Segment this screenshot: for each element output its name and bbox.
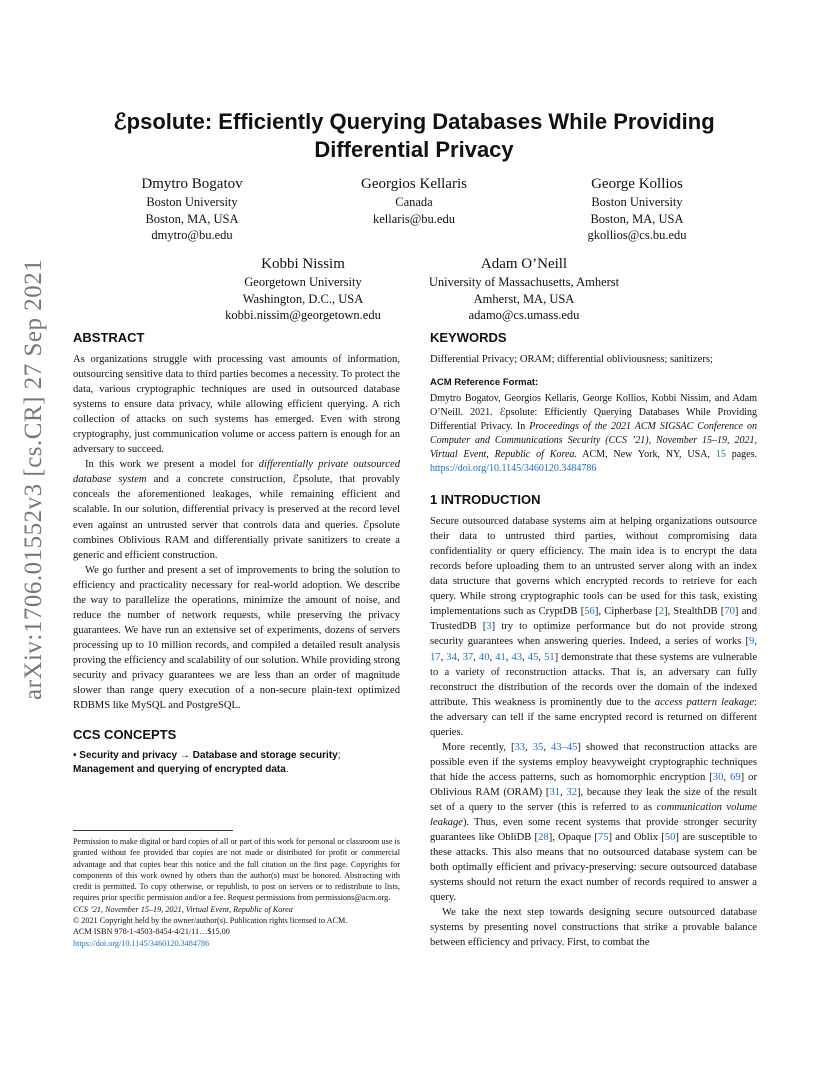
author-block-3: [517, 174, 757, 244]
citation-link[interactable]: 56: [584, 606, 595, 618]
author-name: Kobbi Nissim: [261, 256, 345, 272]
author-affiliation: Canada: [395, 195, 433, 209]
citation-link[interactable]: 75: [597, 832, 609, 844]
abstract-paragraph-2: [73, 457, 400, 562]
citation-link[interactable]: 30: [712, 771, 724, 783]
citation-link[interactable]: 9: [749, 636, 755, 648]
reference-authors: Dmytro Bogatov, Georgios Kellaris, George Kollios, Kobbi Nissim, and Adam O’Neill. 2021. ℰpsolute: Efficiently Querying Databases While Providing Differential Privacy. In: [430, 393, 757, 433]
reference-pages-suffix: pages.: [725, 449, 758, 461]
citation-link[interactable]: 35: [532, 741, 544, 753]
citation-link[interactable]: 34: [446, 651, 457, 663]
introduction-heading: 1 INTRODUCTION: [430, 492, 541, 508]
reference-publisher: ACM, New York, NY, USA,: [576, 449, 716, 461]
abstract-paragraph-1: As organizations struggle with processing vast amounts of information, outsourcing sensitive data to third parties becomes a necessity. To protect the data, various cryptographic techniques are used in outsourced database systems to ensure data privacy, while allowing efficient querying. A rich collection of attacks on such systems has emerged. Even with strong cryptography, just communication volume or access pattern is enough for an adversary to succeed.: [73, 354, 400, 456]
author-name: Georgios Kellaris: [361, 176, 467, 192]
author-block-4: [183, 254, 423, 324]
reference-format: [430, 392, 757, 476]
reference-pages-link[interactable]: 15: [715, 449, 726, 461]
citation-link[interactable]: 32: [566, 786, 577, 798]
left-column: [73, 330, 400, 777]
author-email: kobbi.nissim@georgetown.edu: [225, 308, 381, 322]
ccs-concept-primary: • Security and privacy → Database and storage security: [73, 750, 338, 762]
isbn-line: ACM ISBN 978-1-4503-8454-4/21/11…$15.00: [73, 927, 230, 937]
author-location: Boston, MA, USA: [145, 211, 239, 226]
emphasis-text: communication volume leakage: [430, 801, 757, 829]
author-affiliation: Georgetown University: [244, 275, 362, 289]
citation-link[interactable]: 45: [527, 651, 539, 663]
reference-heading: ACM Reference Format:: [430, 377, 539, 389]
intro-paragraph-2: More recently, [33, 35, 43–45] showed that reconstruction attacks are possible even if the systems employ heavyweight cryptographic techniques that hide the access patterns, such as homomorphic encryption [30, 69] or Oblivious RAM (ORAM) [31, 32], because they leak the size of the result set of a query to the server (this is referred to as communication volume leakage). Thus, even some recent systems that provide stronger security guarantees like ObliDB [28], Opaque [75] and Oblix [50] are susceptible to these attacks. This also means that no outsourced database system can be both optimally efficient and privacy-preserving: secure outsourced database systems should not return the exact number of records required to answer a query.: [430, 741, 758, 904]
author-email: dmytro@bu.edu: [151, 228, 233, 242]
citation-link[interactable]: 43: [511, 651, 523, 663]
citation-link[interactable]: 43–45: [550, 741, 578, 753]
citation-link[interactable]: 28: [538, 832, 549, 844]
title-line-2: Differential Privacy: [314, 137, 514, 162]
citation-link[interactable]: 69: [730, 771, 741, 783]
author-email: adamo@cs.umass.edu: [468, 308, 580, 322]
citation-link[interactable]: 2: [658, 606, 664, 618]
author-email: gkollios@cs.bu.edu: [587, 228, 687, 242]
doi-line: [73, 938, 400, 949]
citation-link[interactable]: 70: [724, 606, 735, 618]
author-affiliation: Boston University: [146, 195, 238, 209]
author-location: Boston, MA, USA: [590, 211, 684, 226]
ccs-heading: CCS CONCEPTS: [73, 727, 177, 743]
emphasis-text: access pattern leakage: [654, 696, 755, 708]
venue-line: [73, 904, 400, 915]
author-name: George Kollios: [591, 176, 683, 192]
right-column: [430, 330, 757, 950]
title-line-1: ℰpsolute: Efficiently Querying Databases While Providing: [113, 109, 715, 134]
citation-link[interactable]: 31: [549, 786, 561, 798]
keywords-text: Differential Privacy; ORAM; differential obliviousness; sanitizers;: [430, 354, 713, 365]
author-name: Dmytro Bogatov: [141, 176, 243, 192]
citation-link[interactable]: 50: [664, 832, 676, 844]
author-location: Washington, D.C., USA: [242, 291, 364, 306]
author-affiliation: Boston University: [591, 195, 683, 209]
intro-paragraph-1: Secure outsourced database systems aim at helping organizations outsource their data to untrusted third parties, without compromising data confidentiality or query efficiency. The main idea is to encrypt the data records before uploading them to an untrusted server along with an index data structure that governs which encrypted records to retrieve for each query. While strong cryptographic tools can be used for this task, existing implementations such as CryptDB [56], Cipherbase [2], StealthDB [70] and TrustedDB [3] try to optimize performance but do not provide strong security guarantees when answering queries. Indeed, a series of works [9, 17, 34, 37, 40, 41, 43, 45, 51] demonstrate that these systems are vulnerable to a variety of reconstruction attacks. That is, an adversary can fully reconstruct the distribution of the records over the domain of the indexed attribute. This weakness is prominently due to the access pattern leakage: the adversary can tell if the same encrypted record is returned on different queries.: [430, 516, 758, 738]
citation-link[interactable]: 40: [478, 651, 490, 663]
venue-text: CCS ’21, November 15–19, 2021, Virtual Event, Republic of Korea: [73, 904, 293, 914]
ccs-end: .: [285, 764, 289, 776]
author-location: kellaris@bu.edu: [373, 211, 455, 226]
reference-proceedings: Proceedings of the 2021 ACM SIGSAC Conference on Computer and Communications Security (CCS ’21), November 15–19, 2021, Virtual Event, Republic of Korea.: [430, 421, 758, 461]
abstract-text: In this work we present a model for: [85, 459, 259, 471]
author-location: Amherst, MA, USA: [473, 291, 575, 306]
permission-footnote: [73, 836, 400, 949]
copyright-line: © 2021 Copyright held by the owner/author(s). Publication rights licensed to ACM.: [73, 916, 348, 926]
citation-link[interactable]: 51: [544, 651, 555, 663]
ccs-concept-secondary: Management and querying of encrypted data: [73, 764, 286, 776]
footnote-rule: [73, 830, 233, 831]
arxiv-identifier: arXiv:1706.01552v3 [cs.CR] 27 Sep 2021: [20, 258, 47, 700]
permission-text: Permission to make digital or hard copies of all or part of this work for personal or classroom use is granted without fee provided that copies are not made or distributed for profit or commercial advantage and that copies bear this notice and the full citation on the first page. Copyrights for components of this work owned by others than the author(s) must be honored. Abstracting with credit is permitted. To copy otherwise, or republish, to post on servers or to redistribute to lists, requires prior specific permission and/or a fee. Request permissions from permissions@acm.org.: [73, 837, 400, 903]
author-name: Adam O’Neill: [480, 256, 568, 272]
keywords-heading: KEYWORDS: [430, 330, 507, 345]
doi-link[interactable]: https://doi.org/10.1145/3460120.3484786: [73, 938, 210, 948]
ccs-concepts: [73, 749, 400, 777]
paper-title: [60, 108, 768, 164]
author-block-5: [404, 254, 644, 324]
abstract-emphasis: differentially private outsourced database system: [73, 459, 400, 486]
reference-doi-link[interactable]: https://doi.org/10.1145/3460120.3484786: [430, 463, 597, 475]
abstract-text: and a concrete construction, ℰpsolute, that provably conceals the aforementioned leakages, while remaining efficient and scalable. In our solution, differential privacy is preserved at the record level even against an untrusted server that controls data and queries. ℰpsolute combines Oblivious RAM and differentially private sanitizers to create a generic and efficient construction.: [73, 474, 400, 561]
intro-paragraph-3: We take the next step towards designing secure outsourced database systems by presenting novel constructions that strike a provable balance between efficiency and privacy. First, to combat the: [430, 907, 757, 949]
author-affiliation: University of Massachusetts, Amherst: [428, 275, 620, 289]
abstract-heading: ABSTRACT: [73, 330, 145, 345]
author-block-2: [294, 174, 534, 227]
citation-link[interactable]: 3: [486, 621, 492, 633]
citation-link[interactable]: 41: [495, 651, 506, 663]
citation-link[interactable]: 33: [514, 741, 526, 753]
citation-link[interactable]: 37: [462, 651, 474, 663]
ccs-separator: ;: [337, 750, 341, 762]
author-block-1: [72, 174, 312, 244]
citation-link[interactable]: 17: [430, 651, 441, 663]
abstract-paragraph-3: We go further and present a set of improvements to bring the solution to efficiency and practicality necessary for real-world adoption. We describe the way to parallelize the operations, minimize the amount of noise, and reduce the number of network requests, while preserving the privacy guarantees. We have run an extensive set of experiments, dozens of servers processing up to 10 million records, and compiled a detailed result analysis proving the efficiency and scalability of our solution. While providing strong security and privacy guarantees we are less than an order of magnitude slower than range query execution of a non-secure plain-text optimized RDBMS like MySQL and PostgreSQL.: [73, 564, 400, 712]
